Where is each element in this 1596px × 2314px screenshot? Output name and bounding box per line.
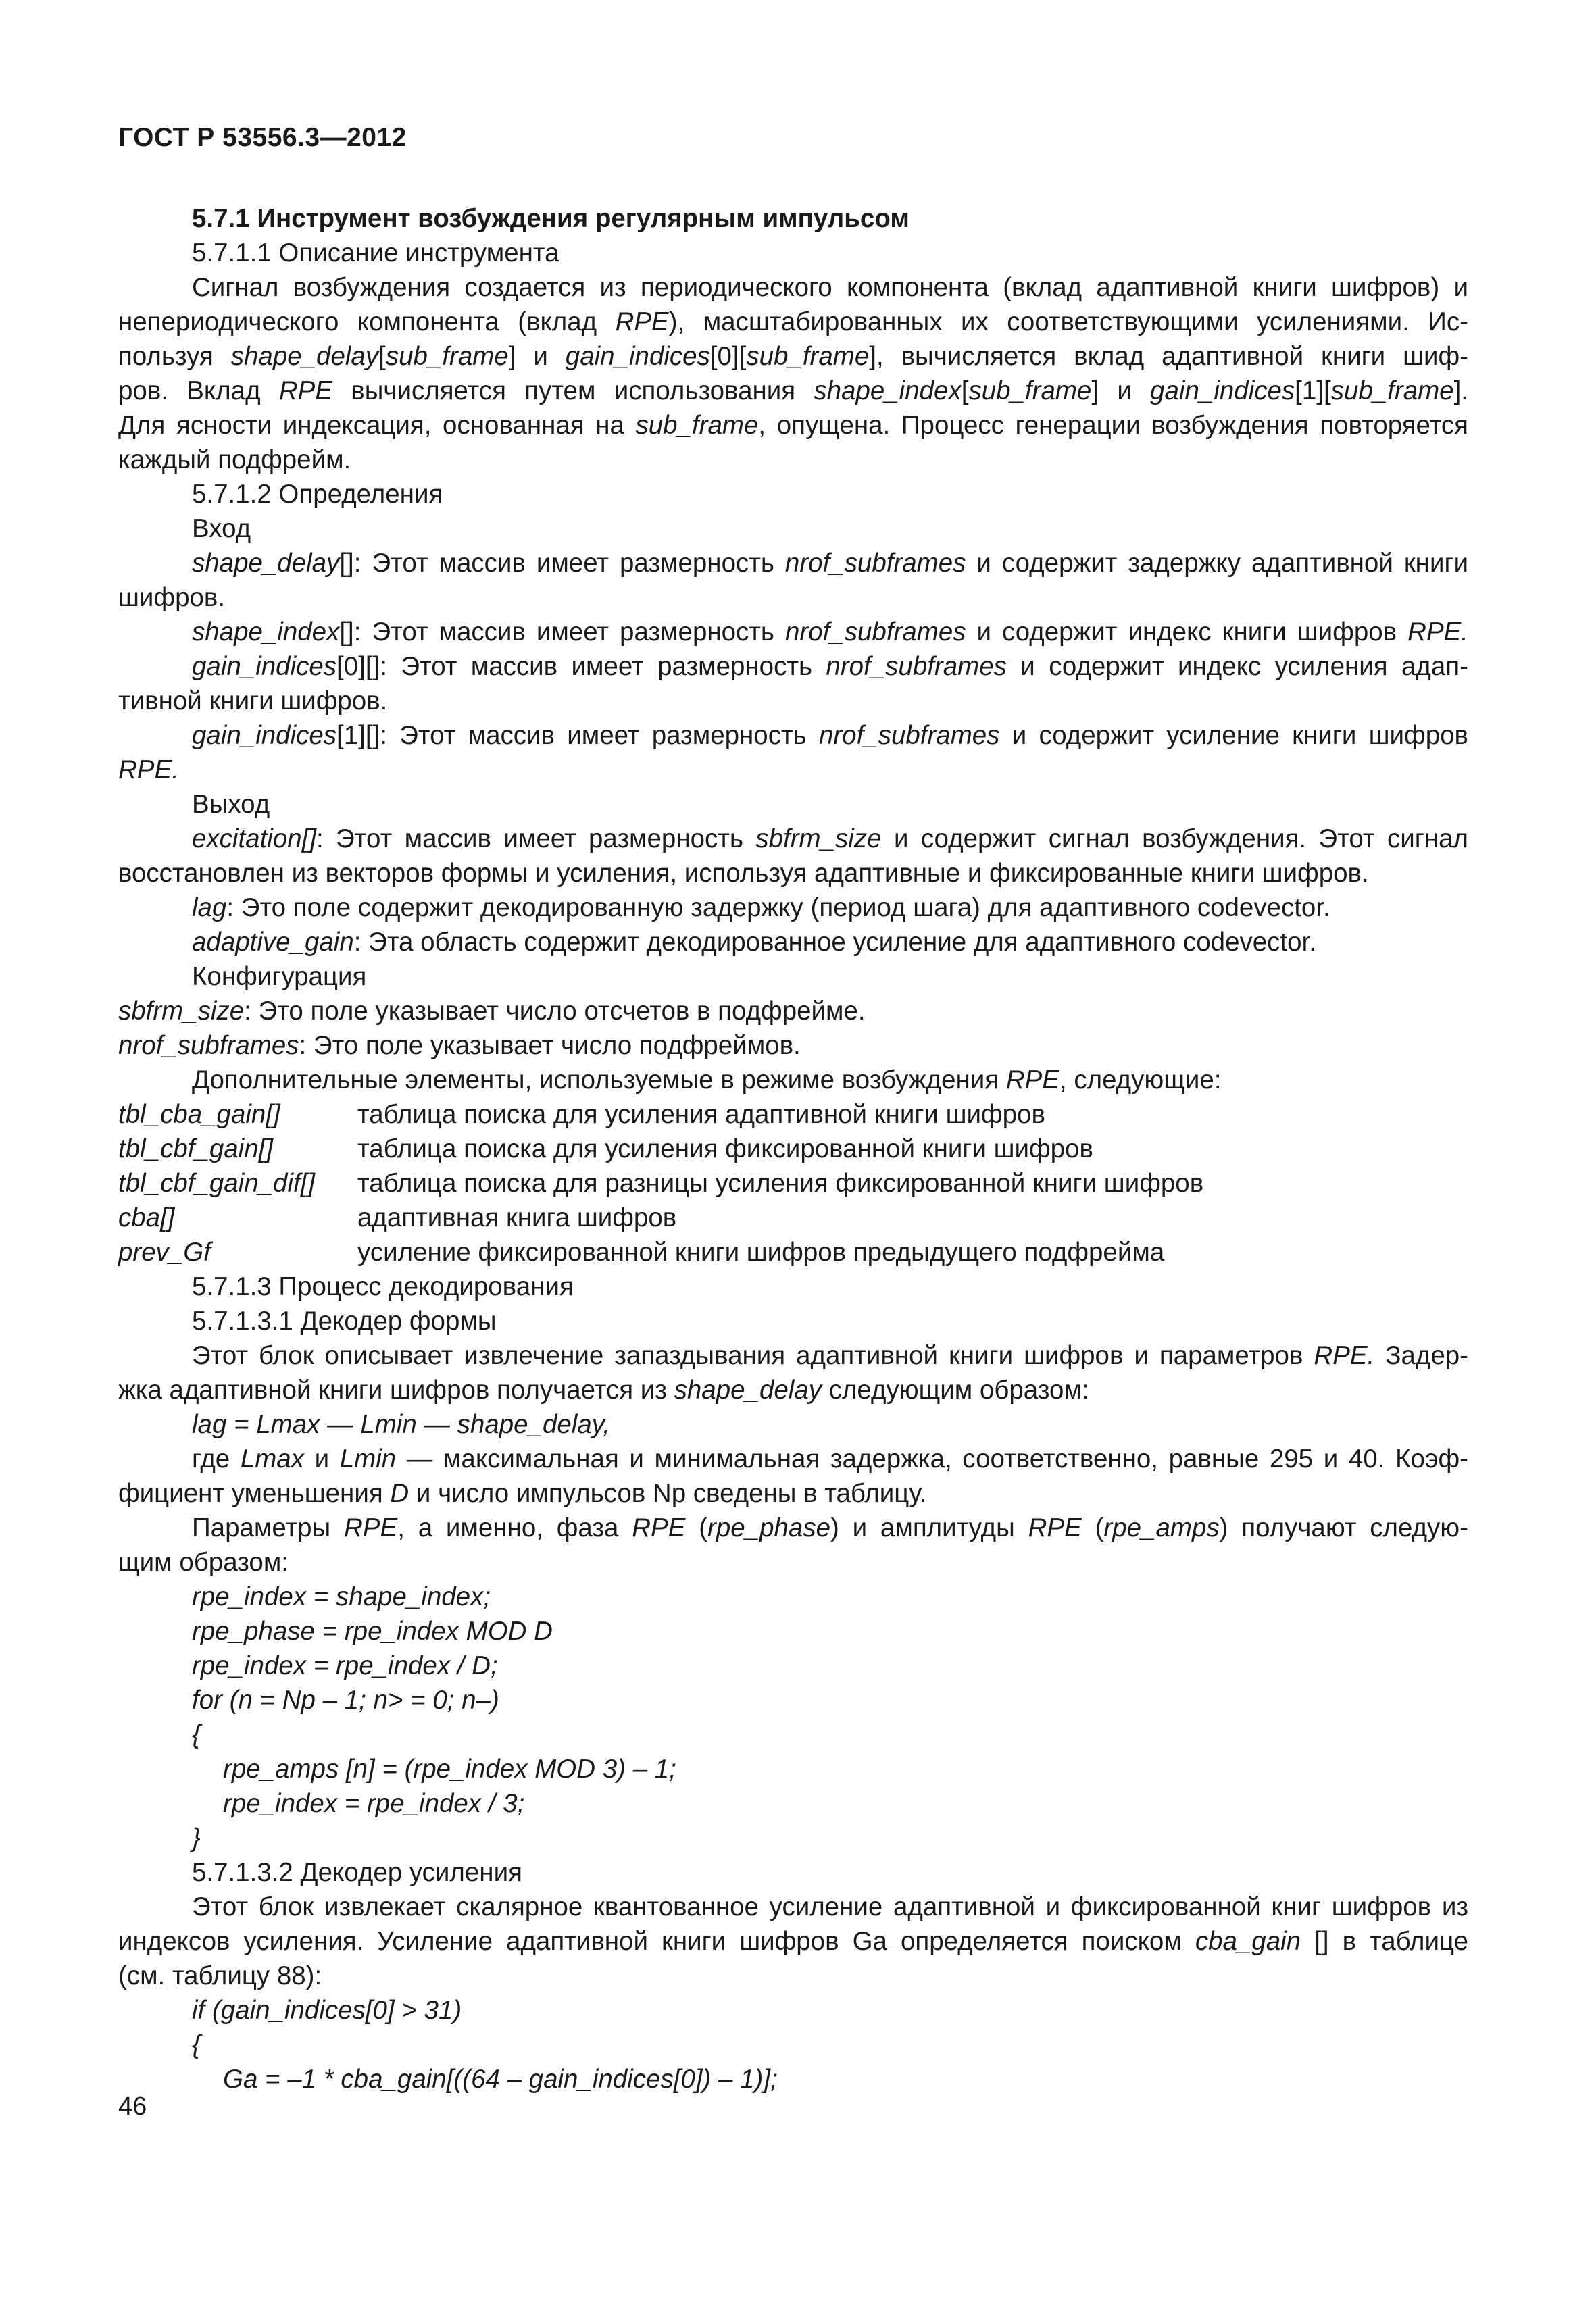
code-line: rpe_index = rpe_index / D; bbox=[192, 1651, 498, 1680]
definition: gain_indices[0][]: Этот массив имеет размерность nrof_subframes и содержит индекс усиления адап- bbox=[192, 652, 1468, 681]
paragraph: Этот блок извлекает скалярное квантованное усиление адаптивной и фиксированной книг шифров из bbox=[192, 1892, 1468, 1921]
definition: RPE. bbox=[118, 755, 179, 784]
code-line: Ga = –1 * cba_gain[((64 – gain_indices[0]) – 1)]; bbox=[223, 2065, 778, 2094]
definition: nrof_subframes: Это поле указывает число подфреймов. bbox=[118, 1031, 801, 1060]
label-output: Выход bbox=[192, 790, 270, 819]
paragraph: (см. таблицу 88): bbox=[118, 1961, 322, 1990]
code-line: rpe_amps [n] = (rpe_index MOD 3) – 1; bbox=[223, 1755, 676, 1784]
paragraph: где Lmax и Lmin — максимальная и минимальная задержка, соответственно, равные 295 и 40. Коэф- bbox=[192, 1444, 1468, 1474]
definition: sbfrm_size: Это поле указывает число отсчетов в подфрейме. bbox=[118, 997, 866, 1026]
subsection-title: 5.7.1.3.2 Декодер усиления bbox=[192, 1858, 522, 1887]
subsection-title: 5.7.1.2 Определения bbox=[192, 480, 443, 509]
code-line: { bbox=[192, 1720, 201, 1749]
code-line: for (n = Np – 1; n> = 0; n–) bbox=[192, 1686, 499, 1715]
paragraph: Параметры RPE, а именно, фаза RPE (rpe_phase) и амплитуды RPE (rpe_amps) получают следую- bbox=[192, 1513, 1468, 1542]
label-config: Конфигурация bbox=[192, 962, 367, 991]
definition: shape_delay[]: Этот массив имеет размерность nrof_subframes и содержит задержку адаптивной книги bbox=[192, 549, 1468, 578]
paragraph: Дополнительные элементы, используемые в режиме возбуждения RPE, следующие: bbox=[192, 1065, 1222, 1095]
code-line: if (gain_indices[0] > 31) bbox=[192, 1996, 462, 2025]
subsection-title: 5.7.1.3 Процесс декодирования bbox=[192, 1272, 574, 1301]
definition: gain_indices[1][]: Этот массив имеет размерность nrof_subframes и содержит усиление книги шифров bbox=[192, 721, 1468, 750]
definition-row: tbl_cbf_gain_dif[] таблица поиска для разницы усиления фиксированной книги шифров bbox=[118, 1169, 1204, 1198]
paragraph: жка адаптивной книги шифров получается из shape_delay следующим образом: bbox=[118, 1376, 1089, 1405]
paragraph: пользуя shape_delay[sub_frame] и gain_indices[0][sub_frame], вычисляется вклад адаптивной книги шиф- bbox=[118, 342, 1468, 371]
subsection-title: 5.7.1.1 Описание инструмента bbox=[192, 238, 559, 268]
paragraph: непериодического компонента (вклад RPE), масштабированных их соответствующими усилениями. Ис- bbox=[118, 307, 1468, 336]
definition: восстановлен из векторов формы и усиления, используя адаптивные и фиксированные книги шифров. bbox=[118, 859, 1369, 888]
code-line: } bbox=[192, 1823, 201, 1853]
paragraph: индексов усиления. Усиление адаптивной книги шифров Ga определяется поиском cba_gain [] в таблице bbox=[118, 1927, 1468, 1956]
paragraph: ров. Вклад RPE вычисляется путем использования shape_index[sub_frame] и gain_indices[1][sub_frame]. bbox=[118, 376, 1468, 405]
definition: adaptive_gain: Эта область содержит декодированное усиление для адаптивного codevector. bbox=[192, 928, 1316, 957]
definition-list bbox=[118, 1097, 1468, 1269]
definition-row: prev_Gf усиление фиксированной книги шифров предыдущего подфрейма bbox=[118, 1238, 1165, 1267]
code-line: rpe_index = shape_index; bbox=[192, 1582, 491, 1611]
definition-row: cba[] адаптивная книга шифров bbox=[118, 1203, 677, 1232]
page-number: 46 bbox=[118, 2092, 147, 2121]
definition: lag: Это поле содержит декодированную задержку (период шага) для адаптивного codevector. bbox=[192, 893, 1330, 922]
code-block bbox=[118, 1993, 1468, 2096]
definition: shape_index[]: Этот массив имеет размерность nrof_subframes и содержит индекс книги шифров RPE. bbox=[192, 618, 1468, 647]
code-line: rpe_phase = rpe_index MOD D bbox=[192, 1617, 553, 1646]
code-line: { bbox=[192, 2030, 201, 2059]
paragraph: каждый подфрейм. bbox=[118, 445, 351, 474]
paragraph: щим образом: bbox=[118, 1548, 289, 1577]
definition: шифров. bbox=[118, 583, 226, 612]
paragraph: фициент уменьшения D и число импульсов Np сведены в таблицу. bbox=[118, 1479, 927, 1508]
definition-row: tbl_cbf_gain[] таблица поиска для усиления фиксированной книги шифров bbox=[118, 1134, 1093, 1163]
document-body bbox=[118, 201, 1468, 2096]
document-header: ГОСТ Р 53556.3—2012 bbox=[118, 123, 407, 152]
formula: lag = Lmax — Lmin — shape_delay, bbox=[192, 1410, 610, 1439]
code-line: rpe_index = rpe_index / 3; bbox=[223, 1789, 525, 1818]
definition-row: tbl_cba_gain[] таблица поиска для усиления адаптивной книги шифров bbox=[118, 1100, 1045, 1129]
subsection-title: 5.7.1.3.1 Декодер формы bbox=[192, 1307, 497, 1336]
paragraph: Сигнал возбуждения создается из периодического компонента (вклад адаптивной книги шифров) и bbox=[192, 273, 1468, 302]
code-block bbox=[118, 1580, 1468, 1855]
label-input: Вход bbox=[192, 514, 251, 543]
paragraph: Этот блок описывает извлечение запаздывания адаптивной книги шифров и параметров RPE. Задер- bbox=[192, 1341, 1468, 1370]
definition: тивной книги шифров. bbox=[118, 686, 388, 715]
section-heading: 5.7.1 Инструмент возбуждения регулярным импульсом bbox=[192, 204, 909, 233]
definition: excitation[]: Этот массив имеет размерность sbfrm_size и содержит сигнал возбуждения. Этот сигнал bbox=[192, 824, 1468, 853]
paragraph: Для ясности индексация, основанная на sub_frame, опущена. Процесс генерации возбуждения повторяется bbox=[118, 411, 1468, 440]
